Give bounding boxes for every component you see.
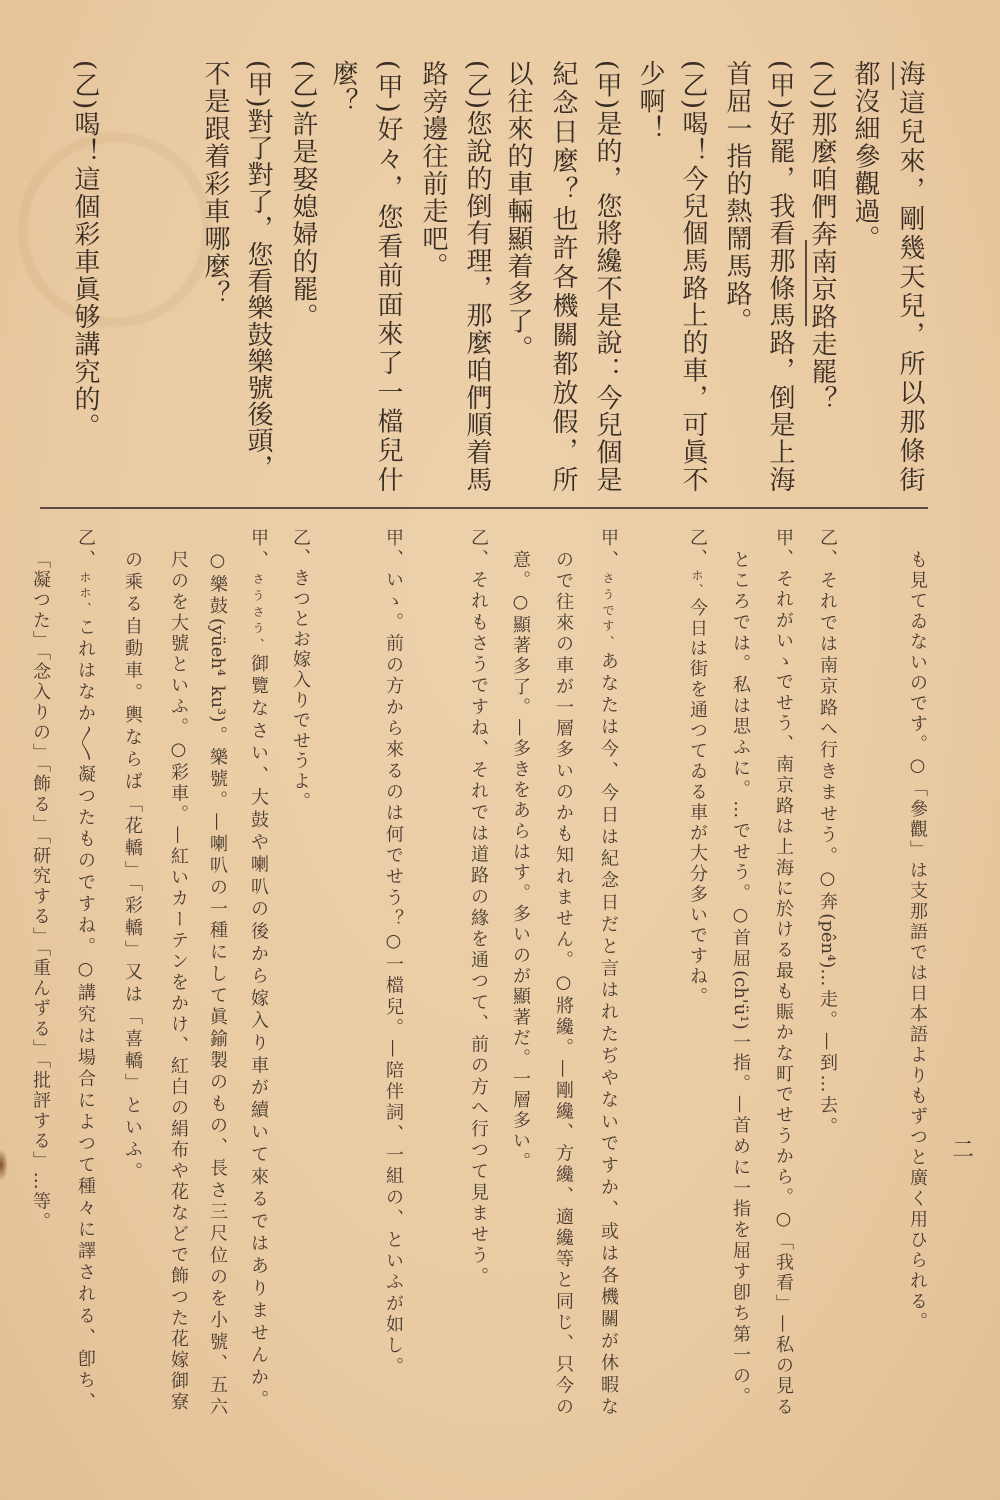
note-text: ところでは。私は思ふに。…でせう。○首屈(ch'ü¹)一指。—首めに一指を屈す卽ち第一の。 <box>730 550 751 1405</box>
dialogue-column <box>328 60 358 115</box>
note-text: 意。○顯著多了。—多きをあらはす。多いのが顯著だ。一層多い。 <box>510 550 531 1170</box>
dialogue-text: 麼？ <box>328 60 358 115</box>
dialogue-column <box>373 60 403 492</box>
dialogue-column <box>462 60 492 492</box>
note-column <box>29 550 51 1230</box>
note-text: 「凝つた」「念入りの」「飾る」「研究する」「重んずる」「批評する」…等。 <box>30 550 51 1230</box>
speaker-label: 甲、 <box>248 528 269 573</box>
speaker-label: 甲、 <box>598 528 619 572</box>
proper-noun-mark <box>805 240 807 326</box>
note-column <box>816 528 838 1135</box>
dialogue-text: 好々，您看前面來了一檔兒什 <box>373 112 403 492</box>
speaker-label: (甲) <box>765 60 795 109</box>
dialogue-text: 都沒細參觀過。 <box>850 60 880 253</box>
dialogue-column <box>418 60 448 280</box>
speaker-label: 甲、 <box>383 528 404 571</box>
dialogue-text: 路旁邊往前走吧。 <box>418 60 448 280</box>
dialogue-column <box>243 60 273 481</box>
note-text: それでは南京路へ行きませう。○奔(pên⁴)…走。—到…去。 <box>817 570 838 1136</box>
speaker-label: (甲) <box>592 60 622 109</box>
note-text: 尺のを大號といふ。○彩車。—紅いカーテンをかけ、紅白の絹布や花などで飾つた花嫁御寮 <box>168 550 189 1410</box>
dialogue-column <box>850 60 880 253</box>
dialogue-column <box>807 60 837 413</box>
interjection: ホホ、 <box>78 571 92 618</box>
dialogue-text: 以往來的車輛顯着多了。 <box>503 60 533 363</box>
speaker-label: (乙) <box>807 60 837 111</box>
dialogue-column <box>288 60 318 331</box>
dialogue-column <box>722 60 752 335</box>
note-column <box>121 550 143 1180</box>
dialogue-text: 喝！這個彩車眞够講究的。 <box>70 110 100 441</box>
speaker-label: 乙、 <box>290 528 311 569</box>
dialogue-text: 對了對了，您看樂鼓樂號後頭， <box>243 108 273 481</box>
dialogue-text: 不是跟着彩車哪麼？ <box>200 60 230 308</box>
dialogue-text: 那麼咱們奔南京路走罷？ <box>807 110 837 414</box>
speaker-label: (甲) <box>373 60 403 113</box>
note-text: 御覽なさい、大鼓や喇叭の後から嫁入り車が續いて來るではありませんか。 <box>248 654 269 1409</box>
dialogue-column <box>635 60 665 143</box>
dialogue-column <box>70 60 100 441</box>
speaker-label: (乙) <box>70 60 100 111</box>
note-column <box>772 528 794 1415</box>
note-column <box>906 550 928 1330</box>
note-text: も見てゐないのです。○「參觀」は支那語では日本語よりもずつと廣く用ひられる。 <box>907 550 928 1330</box>
note-column <box>206 550 228 1415</box>
dialogue-column <box>895 60 925 492</box>
dialogue-text: 少啊！ <box>635 60 665 143</box>
note-text: あなたは今、今日は紀念日だと言はれたぢやないですか、或は各機關が休暇な <box>598 651 619 1416</box>
note-column <box>289 528 311 810</box>
note-column <box>247 528 269 1408</box>
note-text: の乘る自動車。輿ならば「花轎」「彩轎」又は「喜轎」といふ。 <box>122 550 143 1180</box>
note-column <box>167 550 189 1410</box>
speaker-label: 乙、 <box>468 528 489 571</box>
dialogue-text: 首屈一指的熱鬧馬路。 <box>722 60 752 335</box>
speaker-label: 乙、 <box>687 528 708 569</box>
note-column <box>597 528 619 1415</box>
dialogue-column <box>200 60 230 308</box>
speaker-label: (乙) <box>678 60 708 109</box>
dialogue-text: 海這兒來，剛幾天兒，所以那條街 <box>895 60 925 492</box>
page-number: 二 <box>952 1138 975 1163</box>
dialogue-text: 紀念日麼？也許各機關都放假，所 <box>548 60 578 492</box>
note-column <box>509 550 531 1170</box>
interjection: さうです、 <box>601 571 615 652</box>
note-text: それもさうですね、それでは道路の緣を通つて、前の方へ行つて見ませう。 <box>468 570 489 1286</box>
dialogue-column <box>503 60 533 363</box>
speaker-label: 乙、 <box>75 528 96 572</box>
note-text: これはなか〱凝つたものですね。○講究は場合によつて種々に譯される、卽ち、 <box>75 617 96 1411</box>
note-text: いゝ。前の方から來るのは何でせう？○一檔兒。—陪伴詞、一組の、といふが如し。 <box>383 570 404 1376</box>
interjection: さうさう、 <box>251 572 265 655</box>
note-column <box>552 550 574 1415</box>
dialogue-text: 是的，您將纔不是說：今兒個是 <box>592 109 622 492</box>
dialogue-column <box>548 60 578 492</box>
note-column <box>729 550 751 1405</box>
speaker-label: (乙) <box>288 60 318 111</box>
speaker-label: 甲、 <box>773 528 794 570</box>
note-text: ので往來の車が一層多いのかも知れません。○將纔。—剛纔、方纔、適纔等と同じ、只今の <box>553 550 574 1415</box>
interjection: ホ、 <box>690 568 704 598</box>
note-text: ○樂鼓(yüeh⁴ ku³)。樂號。—喇叭の一種にして眞鍮製のもの、長さ三尺位のを小號、五六 <box>207 550 228 1415</box>
dialogue-text: 您說的倒有理，那麼咱們順着馬 <box>462 109 492 492</box>
dialogue-text: 喝！今兒個馬路上的車，可眞不 <box>678 109 708 492</box>
note-column <box>467 528 489 1285</box>
note-text: きつとお嫁入りでせうよ。 <box>290 568 311 811</box>
speaker-label: 乙、 <box>817 528 838 571</box>
note-column <box>382 528 404 1375</box>
speaker-label: (甲) <box>243 60 273 109</box>
dialogue-column <box>765 60 795 492</box>
note-text: それがいゝでせう、南京路は上海に於ける最も賑かな町でせうから。○「我看」—私の見る <box>773 569 794 1416</box>
proper-noun-mark <box>892 62 894 90</box>
section-divider <box>40 507 928 509</box>
note-column <box>686 528 708 1005</box>
speaker-label: (乙) <box>462 60 492 109</box>
dialogue-column <box>592 60 622 492</box>
dialogue-column <box>678 60 708 492</box>
dialogue-text: 好罷，我看那條馬路，倒是上海 <box>765 109 795 492</box>
note-column <box>74 528 96 1410</box>
note-text: 今日は街を通つてゐる車が大分多いですね。 <box>687 597 708 1006</box>
dialogue-text: 許是娶媳婦的罷。 <box>288 110 318 331</box>
